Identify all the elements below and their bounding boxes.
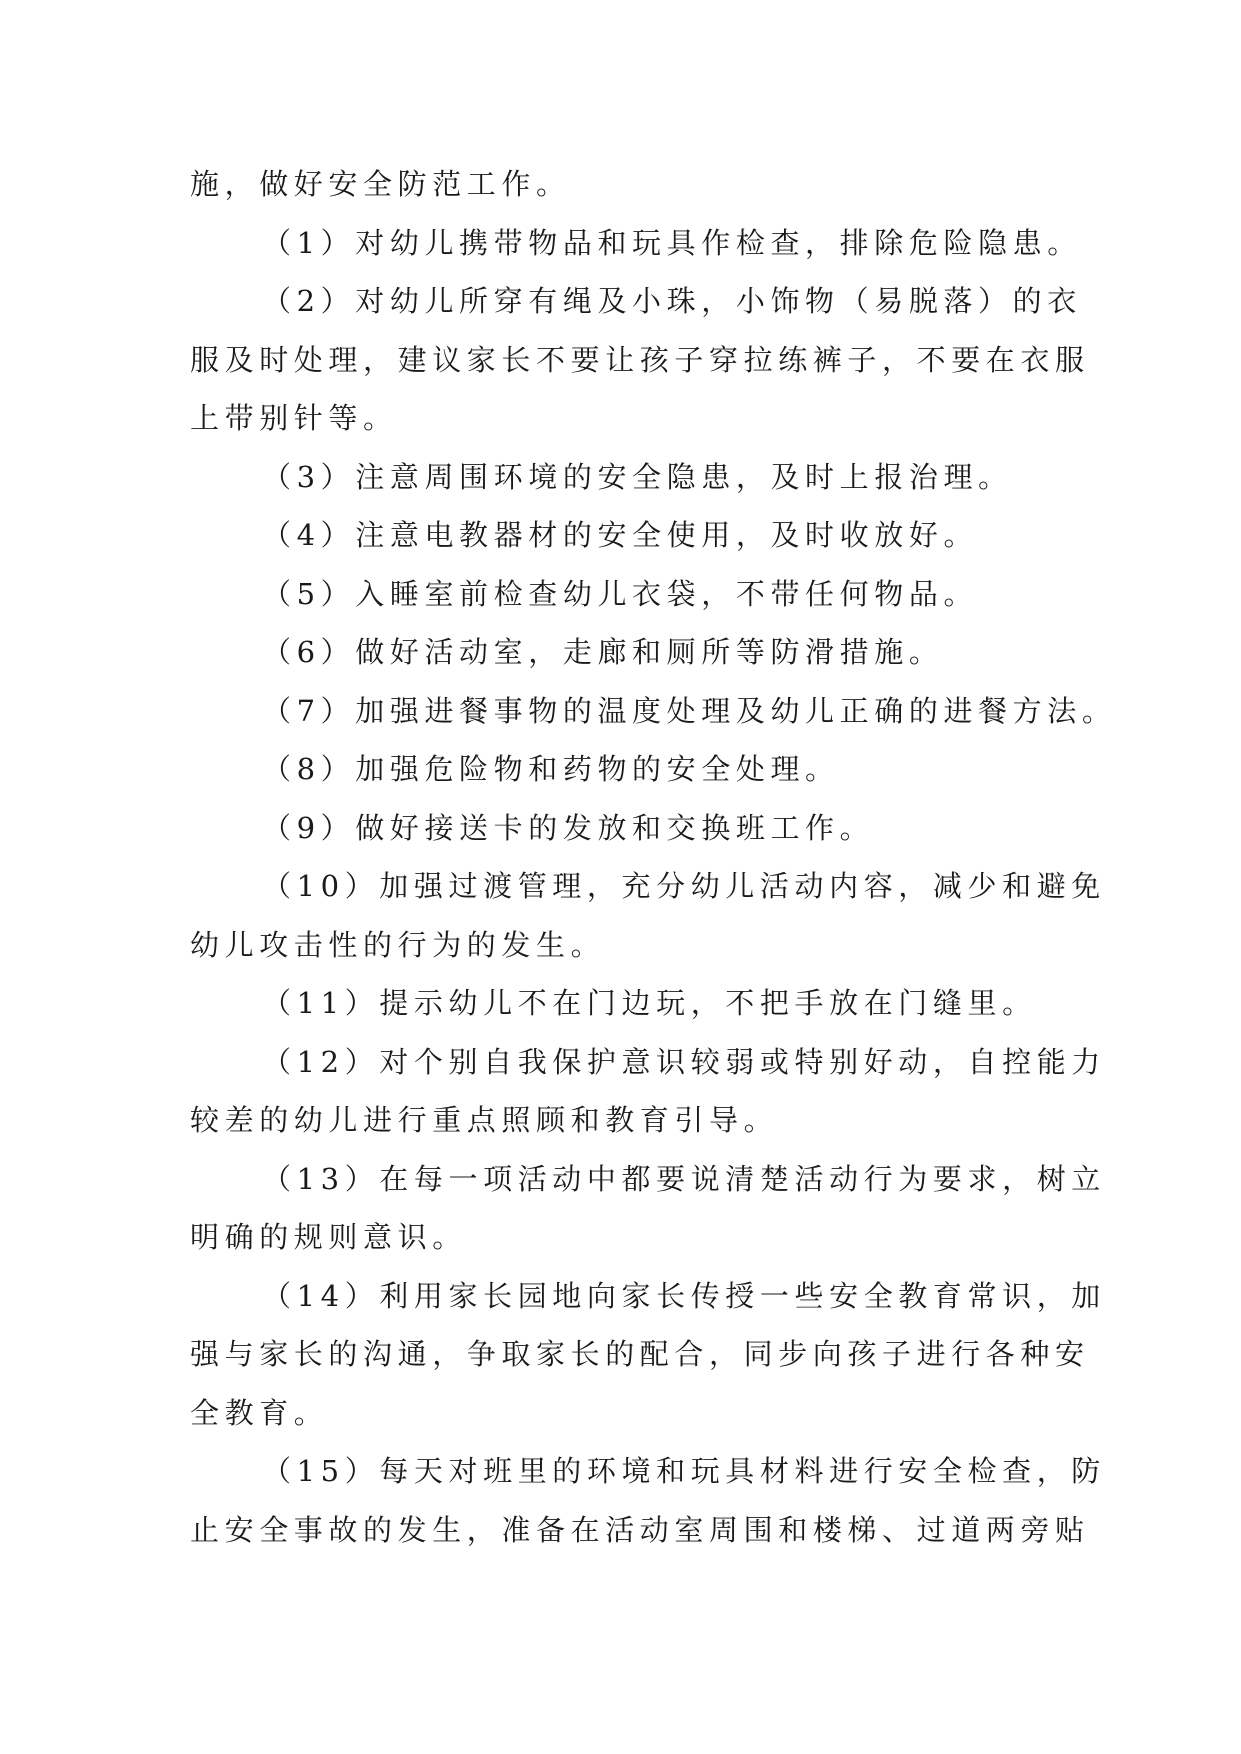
text-line: （11）提示幼儿不在门边玩，不把手放在门缝里。 <box>262 986 1037 1020</box>
text-line: 上带别针等。 <box>190 401 398 435</box>
text-line: 幼儿攻击性的行为的发生。 <box>190 927 606 962</box>
text-line: （5）入睡室前检查幼儿衣袋，不带任何物品。 <box>262 576 979 611</box>
text-line: （9）做好接送卡的发放和交换班工作。 <box>262 810 875 845</box>
text-line: （4）注意电教器材的安全使用，及时收放好。 <box>262 518 979 552</box>
text-line: （10）加强过渡管理，充分幼儿活动内容，减少和避免 <box>262 869 1106 903</box>
text-line: 强与家长的沟通，争取家长的配合，同步向孩子进行各种安 <box>190 1337 1090 1371</box>
text-line: （6）做好活动室，走廊和厕所等防滑措施。 <box>262 635 944 669</box>
document-body <box>190 155 1117 1559</box>
text-line: （2）对幼儿所穿有绳及小珠，小饰物（易脱落）的衣 <box>262 284 1082 318</box>
text-line: （8）加强危险物和药物的安全处理。 <box>262 752 840 786</box>
text-line: （1）对幼儿携带物品和玩具作检查，排除危险隐患。 <box>262 225 1082 260</box>
text-line: 施，做好安全防范工作。 <box>190 167 571 201</box>
text-line: （12）对个别自我保护意识较弱或特别好动，自控能力 <box>262 1044 1106 1079</box>
text-line: 全教育。 <box>190 1395 329 1430</box>
text-line: （13）在每一项活动中都要说清楚活动行为要求，树立 <box>262 1161 1106 1196</box>
text-line: 较差的幼儿进行重点照顾和教育引导。 <box>190 1103 779 1137</box>
text-line: （14）利用家长园地向家长传授一些安全教育常识，加 <box>262 1278 1106 1313</box>
text-line: （15）每天对班里的环境和玩具材料进行安全检查，防 <box>262 1454 1106 1488</box>
text-line: （7）加强进餐事物的温度处理及幼儿正确的进餐方法。 <box>262 693 1117 728</box>
text-line: （3）注意周围环境的安全隐患，及时上报治理。 <box>262 459 1013 494</box>
text-line: 服及时处理，建议家长不要让孩子穿拉练裤子，不要在衣服 <box>190 342 1090 377</box>
text-line: 止安全事故的发生，准备在活动室周围和楼梯、过道两旁贴 <box>190 1512 1090 1547</box>
text-line: 明确的规则意识。 <box>190 1220 467 1254</box>
